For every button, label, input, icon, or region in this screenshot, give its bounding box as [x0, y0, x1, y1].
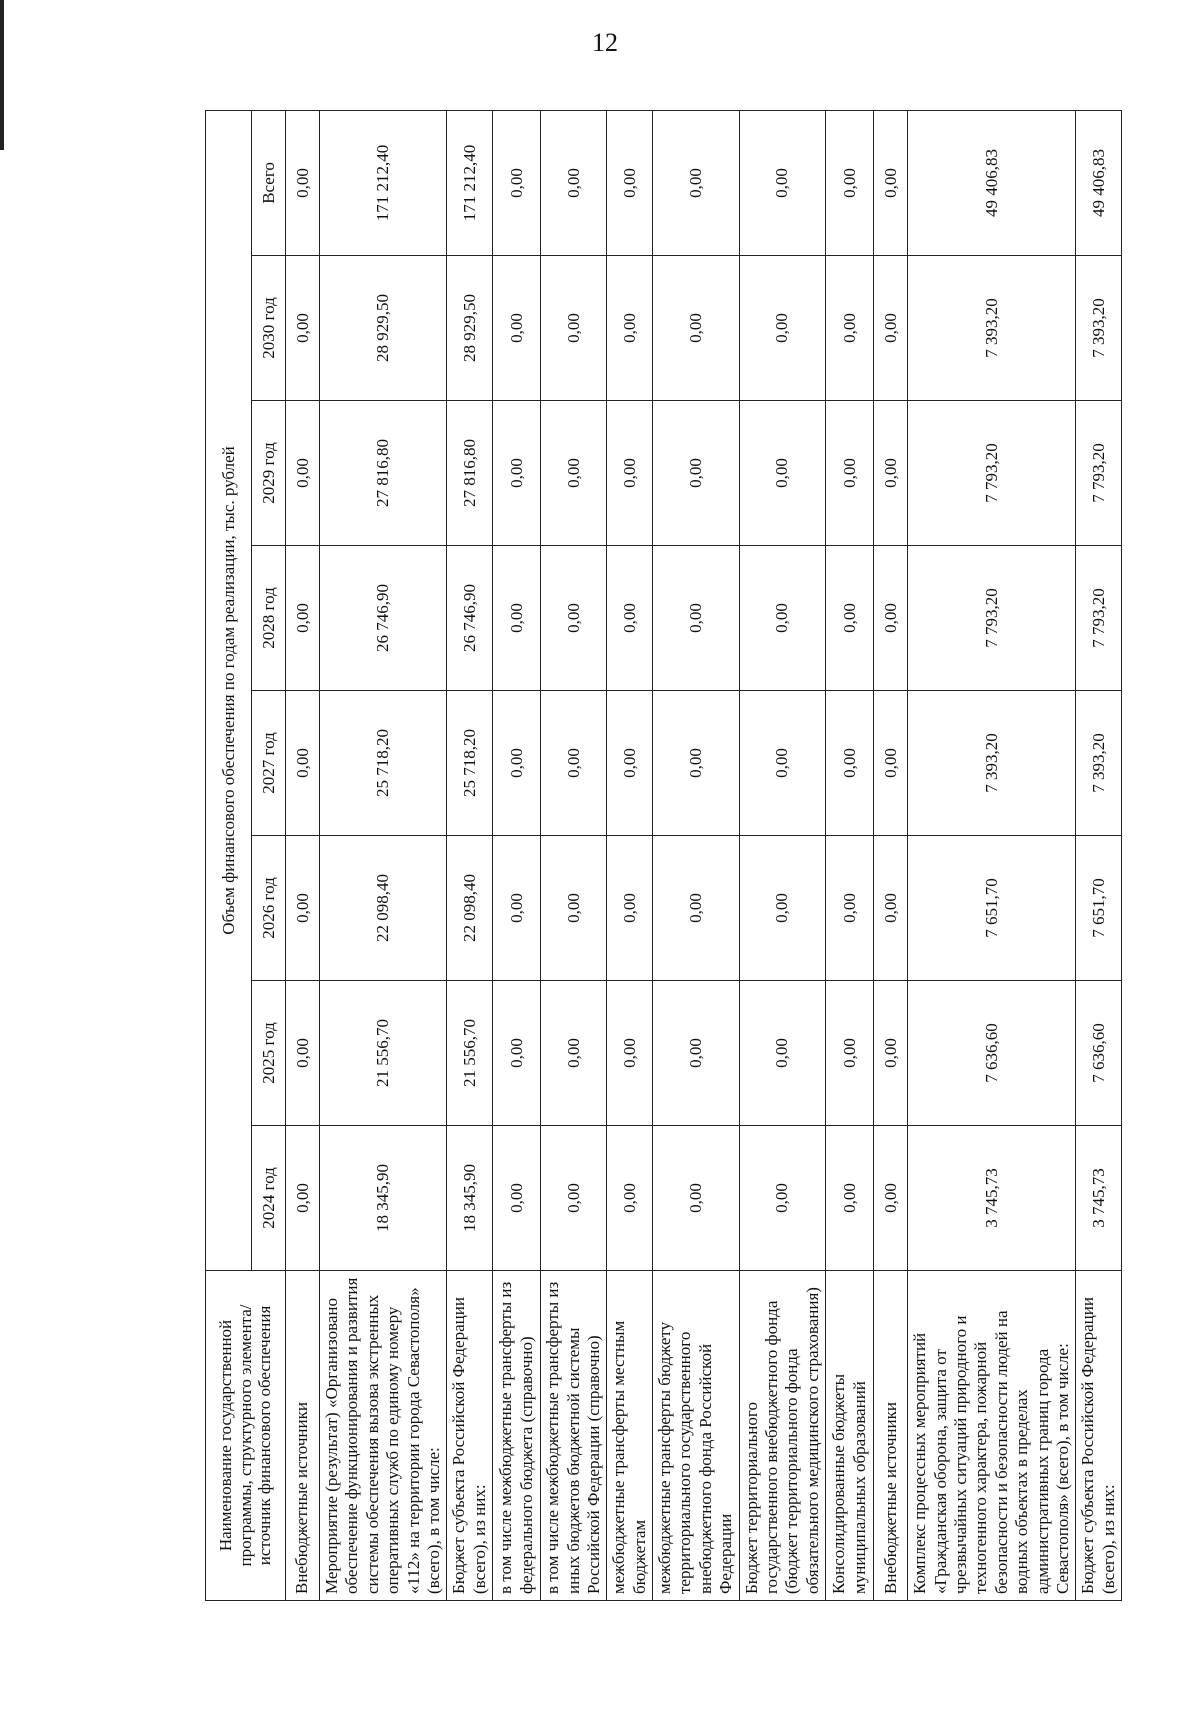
value-cell: 0,00 [286, 691, 320, 836]
value-cell: 22 098,40 [320, 836, 447, 981]
row-name: межбюджетные трансферты местным бюджетам [607, 1271, 653, 1601]
value-cell: 0,00 [739, 1126, 826, 1271]
value-cell: 7 651,70 [908, 836, 1076, 981]
header-volume: Объем финансового обеспечения по годам реализации, тыс. рублей [206, 110, 252, 1270]
table-row [320, 110, 447, 1600]
table-row [653, 110, 740, 1600]
value-cell: 26 746,90 [320, 546, 447, 691]
value-cell: 0,00 [826, 691, 874, 836]
value-cell: 0,00 [739, 981, 826, 1126]
year-header: 2026 год [252, 836, 286, 981]
year-header: 2025 год [252, 981, 286, 1126]
value-cell: 0,00 [541, 401, 607, 546]
year-header: 2027 год [252, 691, 286, 836]
value-cell: 0,00 [541, 836, 607, 981]
value-cell: 7 636,60 [908, 981, 1076, 1126]
value-cell: 18 345,90 [447, 1126, 493, 1271]
value-cell: 0,00 [607, 110, 653, 255]
row-name: Бюджет субъекта Российской Федерации (всего), из них: [1076, 1271, 1122, 1601]
value-cell: 0,00 [826, 256, 874, 401]
value-cell: 0,00 [607, 691, 653, 836]
value-cell: 7 393,20 [1076, 256, 1122, 401]
value-cell: 0,00 [739, 256, 826, 401]
value-cell: 0,00 [493, 836, 541, 981]
value-cell: 7 393,20 [1076, 691, 1122, 836]
value-cell: 7 393,20 [908, 256, 1076, 401]
year-header: 2030 год [252, 256, 286, 401]
value-cell: 0,00 [286, 1126, 320, 1271]
value-cell: 0,00 [493, 691, 541, 836]
row-name: Бюджет субъекта Российской Федерации (всего), из них: [447, 1271, 493, 1601]
value-cell: 0,00 [826, 401, 874, 546]
value-cell: 0,00 [874, 1126, 908, 1271]
value-cell: 0,00 [874, 981, 908, 1126]
value-cell: 0,00 [493, 401, 541, 546]
value-cell: 0,00 [739, 110, 826, 255]
year-header: Всего [252, 110, 286, 255]
value-cell: 0,00 [874, 110, 908, 255]
value-cell: 0,00 [286, 110, 320, 255]
value-cell: 0,00 [493, 1126, 541, 1271]
value-cell: 0,00 [607, 1126, 653, 1271]
value-cell: 0,00 [739, 691, 826, 836]
value-cell: 27 816,80 [447, 401, 493, 546]
value-cell: 0,00 [541, 256, 607, 401]
value-cell: 0,00 [541, 981, 607, 1126]
value-cell: 0,00 [874, 546, 908, 691]
year-header: 2029 год [252, 401, 286, 546]
row-name: межбюджетные трансферты бюджету территориального государственного внебюджетного фонда Российской Федерации [653, 1271, 740, 1601]
value-cell: 0,00 [874, 401, 908, 546]
value-cell: 28 929,50 [447, 256, 493, 401]
table-row [447, 110, 493, 1600]
table-row [493, 110, 541, 1600]
year-header: 2024 год [252, 1126, 286, 1271]
value-cell: 0,00 [653, 1126, 740, 1271]
value-cell: 0,00 [874, 256, 908, 401]
table-row [286, 110, 320, 1600]
row-name: Внебюджетные источники [286, 1271, 320, 1601]
value-cell: 0,00 [739, 836, 826, 981]
table-row [541, 110, 607, 1600]
value-cell: 49 406,83 [908, 110, 1076, 255]
value-cell: 0,00 [826, 546, 874, 691]
value-cell: 0,00 [653, 401, 740, 546]
value-cell: 22 098,40 [447, 836, 493, 981]
value-cell: 0,00 [541, 110, 607, 255]
value-cell: 3 745,73 [908, 1126, 1076, 1271]
value-cell: 27 816,80 [320, 401, 447, 546]
value-cell: 0,00 [826, 836, 874, 981]
value-cell: 18 345,90 [320, 1126, 447, 1271]
table-row [739, 110, 826, 1600]
value-cell: 0,00 [826, 1126, 874, 1271]
header-name: Наименование государственной программы, структурного элемента/источник финансового обеспечения [206, 1271, 286, 1601]
value-cell: 0,00 [653, 256, 740, 401]
table-row [874, 110, 908, 1600]
table-row [607, 110, 653, 1600]
value-cell: 0,00 [607, 401, 653, 546]
value-cell: 7 793,20 [908, 401, 1076, 546]
value-cell: 49 406,83 [1076, 110, 1122, 255]
financing-table [205, 110, 1122, 1601]
value-cell: 28 929,50 [320, 256, 447, 401]
value-cell: 7 393,20 [908, 691, 1076, 836]
value-cell: 0,00 [286, 546, 320, 691]
value-cell: 0,00 [286, 401, 320, 546]
table-row [908, 110, 1076, 1600]
value-cell: 7 636,60 [1076, 981, 1122, 1126]
value-cell: 0,00 [493, 110, 541, 255]
value-cell: 0,00 [607, 836, 653, 981]
value-cell: 0,00 [607, 546, 653, 691]
value-cell: 0,00 [541, 691, 607, 836]
value-cell: 26 746,90 [447, 546, 493, 691]
value-cell: 0,00 [653, 836, 740, 981]
value-cell: 0,00 [739, 401, 826, 546]
value-cell: 25 718,20 [447, 691, 493, 836]
value-cell: 0,00 [826, 981, 874, 1126]
value-cell: 171 212,40 [320, 110, 447, 255]
value-cell: 7 793,20 [908, 546, 1076, 691]
value-cell: 0,00 [607, 981, 653, 1126]
value-cell: 25 718,20 [320, 691, 447, 836]
value-cell: 0,00 [286, 981, 320, 1126]
value-cell: 0,00 [286, 256, 320, 401]
value-cell: 3 745,73 [1076, 1126, 1122, 1271]
value-cell: 0,00 [493, 981, 541, 1126]
value-cell: 0,00 [874, 691, 908, 836]
value-cell: 0,00 [653, 546, 740, 691]
row-name: в том числе межбюджетные трансферты из федерального бюджета (справочно) [493, 1271, 541, 1601]
table-row [826, 110, 874, 1600]
row-name: Консолидированные бюджеты муниципальных образований [826, 1271, 874, 1601]
value-cell: 0,00 [493, 256, 541, 401]
rotated-table-wrapper [205, 111, 1118, 1601]
row-name: в том числе межбюджетные трансферты из иных бюджетов бюджетной системы Российской Федерации (справочно) [541, 1271, 607, 1601]
value-cell: 7 793,20 [1076, 401, 1122, 546]
value-cell: 0,00 [493, 546, 541, 691]
table-row [1076, 110, 1122, 1600]
value-cell: 0,00 [607, 256, 653, 401]
value-cell: 0,00 [874, 836, 908, 981]
value-cell: 0,00 [541, 546, 607, 691]
value-cell: 21 556,70 [320, 981, 447, 1126]
value-cell: 0,00 [739, 546, 826, 691]
row-name: Внебюджетные источники [874, 1271, 908, 1601]
binding-mark [0, 0, 4, 150]
value-cell: 171 212,40 [447, 110, 493, 255]
value-cell: 7 651,70 [1076, 836, 1122, 981]
row-name: Комплекс процессных мероприятий «Гражданская оборона, защита от чрезвычайных ситуаций природного и техногенного характера, пожарной безопасности и безопасности людей на водных объектах в пределах административных границ города Севастополя» (всего), в том числе: [908, 1271, 1076, 1601]
value-cell: 0,00 [653, 691, 740, 836]
value-cell: 21 556,70 [447, 981, 493, 1126]
row-name: Мероприятие (результат) «Организовано обеспечение функционирования и развития системы обеспечения вызова экстренных оперативных служб по единому номеру «112» на территории города Севастополя» (всего), в том числе: [320, 1271, 447, 1601]
value-cell: 0,00 [653, 110, 740, 255]
value-cell: 0,00 [286, 836, 320, 981]
value-cell: 0,00 [541, 1126, 607, 1271]
year-header: 2028 год [252, 546, 286, 691]
value-cell: 7 793,20 [1076, 546, 1122, 691]
value-cell: 0,00 [826, 110, 874, 255]
page-number: 12 [592, 28, 618, 57]
row-name: Бюджет территориального государственного внебюджетного фонда (бюджет территориального фонда обязательного медицинского страхования) [739, 1271, 826, 1601]
value-cell: 0,00 [653, 981, 740, 1126]
